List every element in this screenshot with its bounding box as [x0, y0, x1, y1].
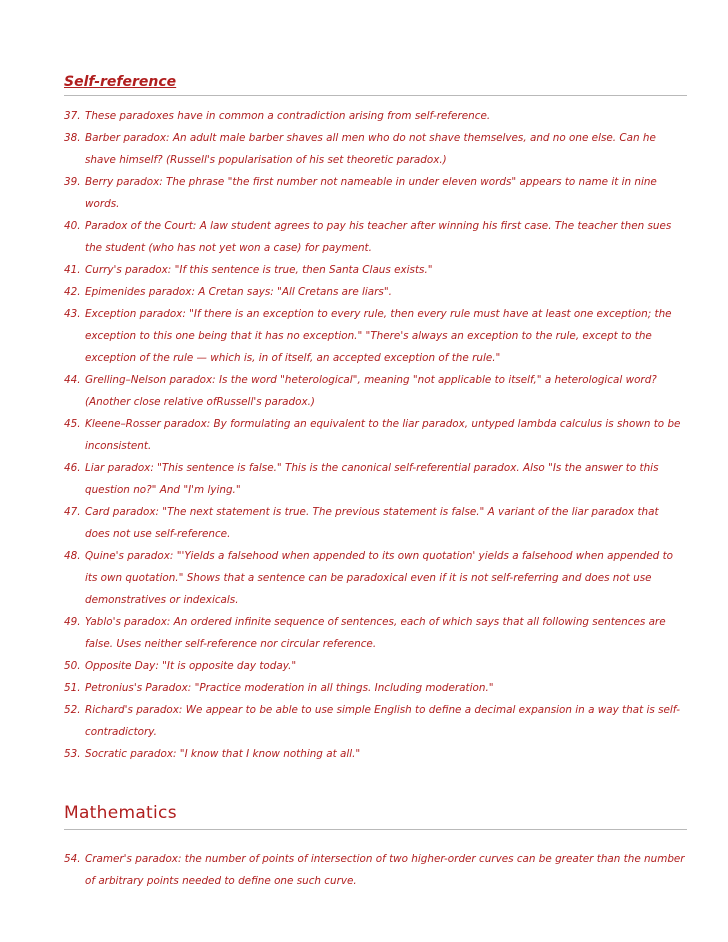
list-item — [0, 743, 685, 765]
item-number: 47. — [64, 506, 81, 518]
list-item — [0, 699, 685, 743]
item-number: 52. — [64, 704, 81, 716]
item-text: Opposite Day: "It is opposite day today." — [85, 660, 297, 672]
list-item — [0, 171, 685, 215]
list-item — [0, 457, 685, 501]
item-text: Barber paradox: An adult male barber shaves all men who do not shave themselves, and no one else. Can he shave himself? (Russell's popularisation of his set theoretic paradox.) — [85, 132, 656, 166]
list-item — [0, 611, 685, 655]
item-number: 38. — [64, 132, 81, 144]
list-item — [0, 545, 685, 611]
self-reference-list — [0, 105, 728, 765]
item-text: Cramer's paradox: the number of points of intersection of two higher-order curves can be greater than the number of arbitrary points needed to define one such curve. — [85, 853, 685, 887]
item-number: 41. — [64, 264, 81, 276]
item-text: Liar paradox: "This sentence is false." This is the canonical self-referential paradox. Also "Is the answer to this question no?" And "I'm lying." — [85, 462, 659, 496]
list-item — [0, 848, 685, 892]
item-number: 44. — [64, 374, 81, 386]
item-number: 54. — [64, 853, 81, 865]
item-text: Exception paradox: "If there is an exception to every rule, then every rule must have at least one exception; the exception to this one being that it has no exception." "There's always an exception to the rule, except to the exception of the rule — which is, in of itself, an accepted exception of the rule." — [85, 308, 672, 364]
list-item — [0, 281, 685, 303]
item-number: 37. — [64, 110, 81, 122]
list-item — [0, 105, 685, 127]
item-text: Quine's paradox: "'Yields a falsehood when appended to its own quotation' yields a falsehood when appended to its own quotation." Shows that a sentence can be paradoxical even if it is not self-referring and does not use demonstratives or indexicals. — [85, 550, 673, 606]
item-number: 40. — [64, 220, 81, 232]
item-text: These paradoxes have in common a contradiction arising from self-reference. — [85, 110, 491, 122]
list-item — [0, 655, 685, 677]
section-heading-mathematics: Mathematics — [64, 803, 687, 830]
list-item — [0, 677, 685, 699]
list-item — [0, 127, 685, 171]
item-number: 43. — [64, 308, 81, 320]
list-item — [0, 259, 685, 281]
list-item — [0, 215, 685, 259]
item-text: Socratic paradox: "I know that I know nothing at all." — [85, 748, 361, 760]
item-text: Kleene–Rosser paradox: By formulating an equivalent to the liar paradox, untyped lambda calculus is shown to be inconsistent. — [85, 418, 681, 452]
list-item — [0, 303, 685, 369]
item-number: 51. — [64, 682, 81, 694]
list-item — [0, 369, 685, 413]
item-text: Grelling–Nelson paradox: Is the word "heterological", meaning "not applicable to itself," a heterological word? (Another close relative ofRussell's paradox.) — [85, 374, 657, 408]
section-heading-self-reference: Self-reference — [64, 74, 687, 96]
item-text: Richard's paradox: We appear to be able to use simple English to define a decimal expansion in a way that is self-contradictory. — [85, 704, 680, 738]
mathematics-list — [0, 848, 728, 892]
item-text: Yablo's paradox: An ordered infinite sequence of sentences, each of which says that all following sentences are false. Uses neither self-reference nor circular reference. — [85, 616, 666, 650]
item-number: 42. — [64, 286, 81, 298]
list-item — [0, 413, 685, 457]
item-number: 45. — [64, 418, 81, 430]
item-number: 39. — [64, 176, 81, 188]
item-text: Epimenides paradox: A Cretan says: "All Cretans are liars". — [85, 286, 392, 298]
item-number: 50. — [64, 660, 81, 672]
item-number: 48. — [64, 550, 81, 562]
item-number: 46. — [64, 462, 81, 474]
item-text: Curry's paradox: "If this sentence is true, then Santa Claus exists." — [85, 264, 433, 276]
item-text: Berry paradox: The phrase "the first number not nameable in under eleven words" appears to name it in nine words. — [85, 176, 657, 210]
item-text: Paradox of the Court: A law student agrees to pay his teacher after winning his first case. The teacher then sues the student (who has not yet won a case) for payment. — [85, 220, 672, 254]
item-text: Petronius's Paradox: "Practice moderation in all things. Including moderation." — [85, 682, 494, 694]
list-item — [0, 501, 685, 545]
item-text: Card paradox: "The next statement is true. The previous statement is false." A variant of the liar paradox that does not use self-reference. — [85, 506, 659, 540]
item-number: 53. — [64, 748, 81, 760]
item-number: 49. — [64, 616, 81, 628]
